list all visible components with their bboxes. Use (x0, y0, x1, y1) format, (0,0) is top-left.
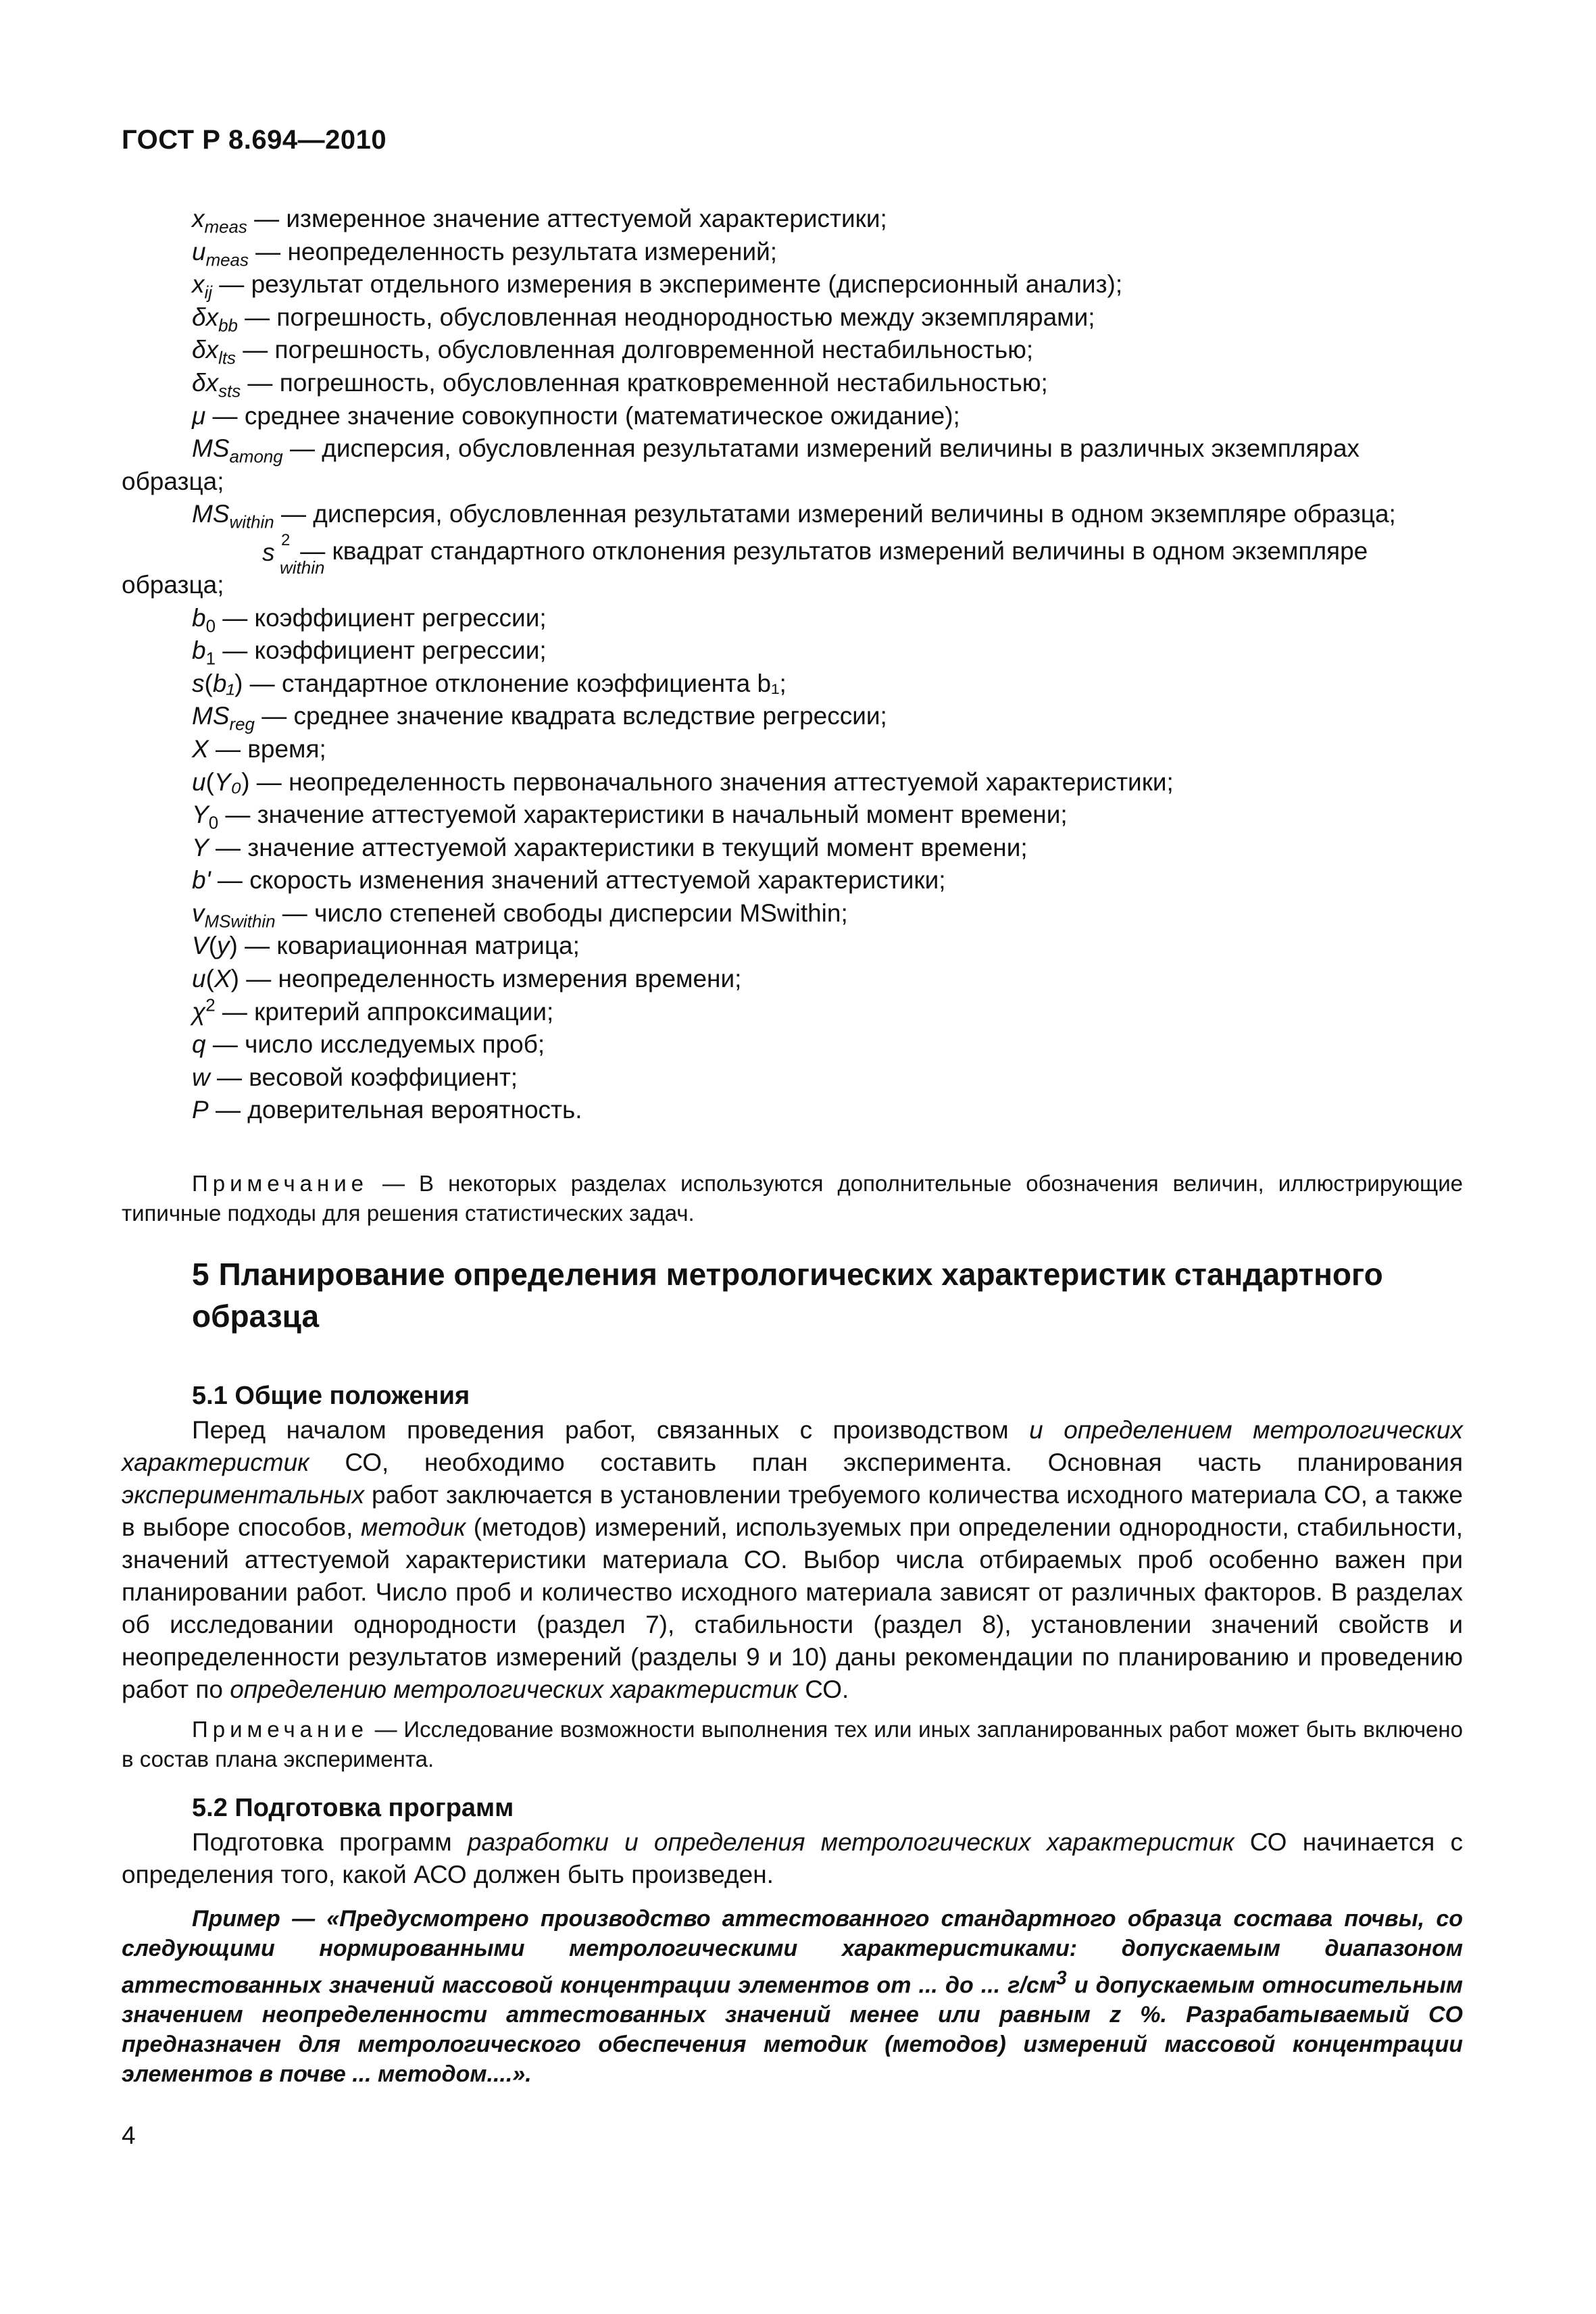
list-item: q — число исследуемых проб; (192, 1030, 545, 1059)
list-item: X — время; (192, 734, 326, 763)
section-heading: 5 Планирование определения метрологических характеристик стандартного образца (192, 1257, 1383, 1334)
list-item: $MS_{among}$ — дисперсия, обусловленная результатами измерений величины в различных экземплярах образца; (122, 434, 1360, 495)
list-item: s(b₁) — стандартное отклонение коэффициента b₁; (192, 669, 787, 697)
list-item: s 2 within — квадрат стандартного отклонения результатов измерений величины в одном экземпляре образца; (122, 530, 1368, 599)
note-text: — В некоторых разделах используются дополнительные обозначения величин, иллюстрирующие типичные подходы для решения статистических задач. (122, 1171, 1463, 1226)
s-squared-within-symbol: s 2 within (262, 530, 325, 578)
symbol-list (122, 203, 1463, 1127)
page-header: ГОСТ Р 8.694—2010 (122, 125, 387, 155)
list-item: u(X) — неопределенность измерения времени; (192, 965, 742, 993)
paragraph-5-2: Подготовка программ разработки и определения метрологических характеристик СО начинается с определения того, какой АСО должен быть произведен. (122, 1828, 1463, 1888)
list-item: u(Y₀) — неопределенность первоначального значения аттестуемой характеристики; (192, 768, 1174, 796)
list-item: μ — среднее значение совокупности (математическое ожидание); (192, 401, 960, 430)
list-item: V(y) — ковариационная матрица; (192, 932, 580, 960)
list-item: $v_{MSwithin}$ — число степеней свободы дисперсии MSwithin; (192, 899, 848, 932)
list-item: b' — скорость изменения значений аттестуемой характеристики; (192, 866, 946, 895)
list-item: Y — значение аттестуемой характеристики в текущий момент времени; (192, 833, 1028, 861)
subsection-heading-5-1: 5.1 Общие положения (192, 1382, 470, 1410)
list-item: $MS_{reg}$ — среднее значение квадрата вследствие регрессии; (192, 702, 887, 734)
list-item: $Y_0$ — значение аттестуемой характеристики в начальный момент времени; (192, 801, 1068, 833)
note-label: Примечание (192, 1717, 369, 1742)
note-text: — Исследование возможности выполнения тех или иных запланированных работ может быть включено в состав плана эксперимента. (122, 1717, 1463, 1771)
example-block: Пример — «Предусмотрено производство аттестованного стандартного образца состава почвы, со следующими нормированными метрологическими характеристиками: допускаемым диапазоном аттестованных значений массовой концентрации элементов от ... до ... $г/см^3$ и допускаемым относительным значением неопределенности аттестованных значений менее или равным z %. Разрабатываемый СО предназначен для метрологического обеспечения методик (методов) измерений массовой концентрации элементов в почве ... методом....». (122, 1906, 1464, 2088)
list-item: P — доверительная вероятность. (192, 1096, 582, 1124)
note-label: Примечание (192, 1171, 369, 1196)
subsection-heading-5-2: 5.2 Подготовка программ (192, 1794, 514, 1822)
list-item: $x_{ij}$ — результат отдельного измерения в эксперименте (дисперсионный анализ); (192, 270, 1123, 303)
list-item: w — весовой коэффициент; (192, 1063, 518, 1091)
list-item: $\delta x_{bb}$ — погрешность, обусловленная неоднородностью между экземплярами; (192, 303, 1095, 336)
paragraph-5-1: Перед началом проведения работ, связанных с производством и определением метрологических характеристик СО, необходимо составить план эксперимента. Основная часть планирования экспериментальных работ заключается в установлении требуемого количества исходного материала СО, а также в выборе способов, методик (методов) измерений, используемых при определении однородности, стабильности, значений аттестуемой характеристики материала СО. Выбор числа отбираемых проб особенно важен при планировании работ. Число проб и количество исходного материала зависят от различных факторов. В разделах об исследовании однородности (раздел 7), стабильности (раздел 8), установлении значений свойств и неопределенности результатов измерений (разделы 9 и 10) даны рекомендации по планированию и проведению работ по определению метрологических характеристик СО. (122, 1416, 1463, 1703)
page-number: 4 (122, 2121, 136, 2149)
list-item: $b_0$ — коэффициент регрессии; (192, 603, 547, 636)
note-symbols (122, 1169, 1463, 1228)
list-item: $\delta x_{lts}$ — погрешность, обусловленная долговременной нестабильностью; (192, 336, 1034, 368)
list-item: $\chi^2$ — критерий аппроксимации; (192, 996, 554, 1026)
list-item: $u_{meas}$ — неопределенность результата измерений; (192, 237, 778, 270)
note-plan (122, 1715, 1463, 1774)
list-item: $MS_{within}$ — дисперсия, обусловленная результатами измерений величины в одном экземпляре образца; (192, 500, 1396, 532)
list-item: $b_1$ — коэффициент регрессии; (192, 636, 547, 669)
list-item: $x_{meas}$ — измеренное значение аттестуемой характеристики; (192, 205, 887, 237)
list-item: $\delta x_{sts}$ — погрешность, обусловленная кратковременной нестабильностью; (192, 368, 1048, 401)
